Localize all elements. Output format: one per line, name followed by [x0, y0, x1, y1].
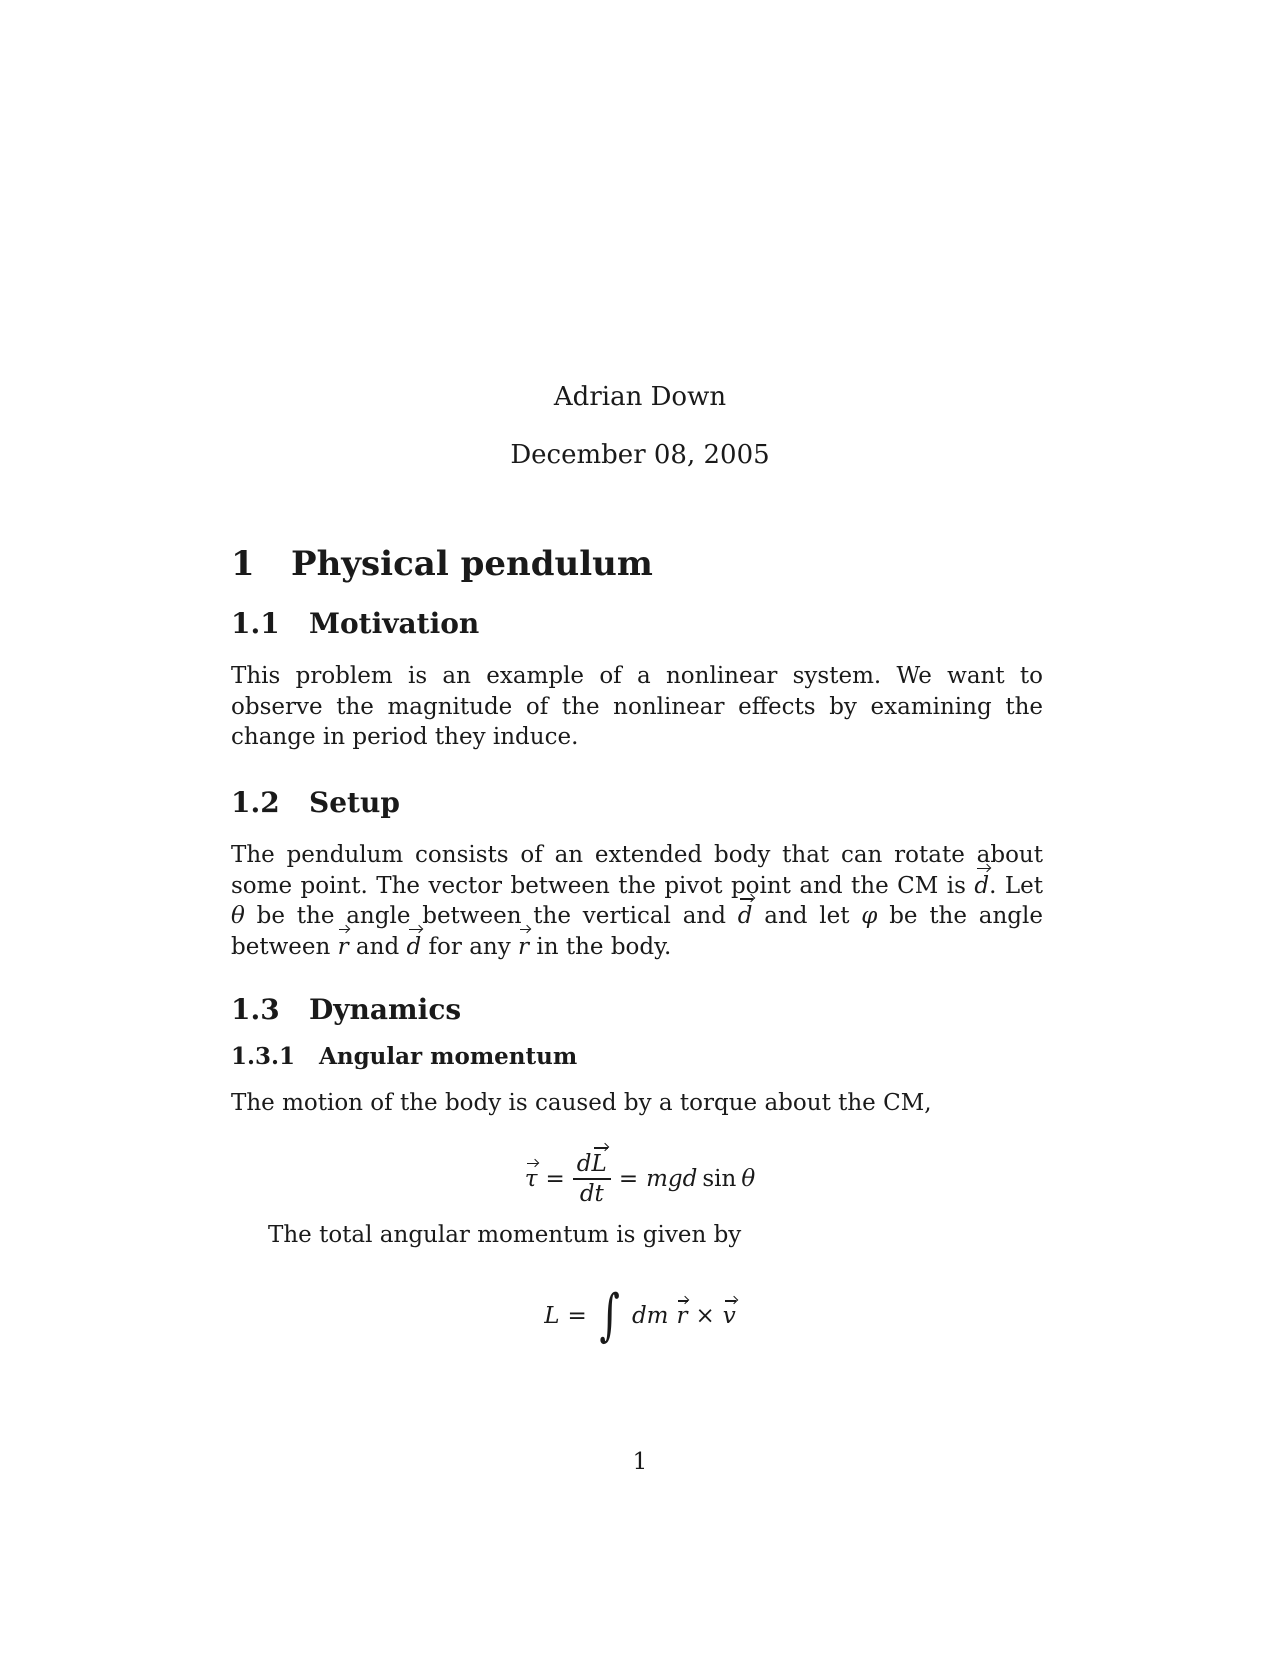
- math-phi: φ: [861, 903, 878, 929]
- subsubsection-heading: [231, 1043, 577, 1071]
- setup-text: and let: [752, 903, 862, 929]
- vector-d: d: [974, 871, 989, 902]
- angular-momentum-intro: The total angular momentum is given by: [268, 1222, 742, 1248]
- vector-r: r: [338, 932, 349, 963]
- vector-d: d: [407, 932, 422, 963]
- subsection-heading-dynamics: [231, 993, 461, 1027]
- setup-text: and: [348, 933, 407, 960]
- times-sign: ×: [695, 1303, 715, 1329]
- vector-L: L: [591, 1151, 607, 1177]
- section-number: 1: [231, 544, 255, 584]
- equals-sign: =: [618, 1165, 639, 1192]
- subsection-number: 1.1: [231, 607, 280, 640]
- setup-text: for any: [421, 933, 519, 960]
- subsection-heading-setup: [231, 786, 400, 820]
- equals-sign: =: [567, 1303, 587, 1329]
- author-name: Adrian Down: [553, 382, 727, 412]
- math-sin: sin: [702, 1165, 737, 1192]
- vector-tau: τ: [524, 1165, 538, 1192]
- section-heading: [231, 544, 653, 584]
- motivation-paragraph: This problem is an example of a nonlinear system. We want to observe the magnitude of the nonlinear effects by examining the change in period they induce.: [231, 663, 1043, 750]
- fraction: [573, 1150, 611, 1208]
- setup-text: be the angle between: [231, 903, 1043, 960]
- setup-text: . Let: [989, 872, 1043, 899]
- section-title: Physical pendulum: [291, 544, 653, 584]
- subsubsection-title: Angular momentum: [319, 1043, 578, 1070]
- subsection-number: 1.2: [231, 786, 280, 819]
- math-L: L: [544, 1303, 560, 1329]
- subsection-title: Dynamics: [309, 993, 462, 1026]
- subsection-heading-motivation: [231, 607, 479, 641]
- page-number: 1: [632, 1449, 648, 1475]
- integral-sign: ∫: [599, 1283, 620, 1348]
- setup-paragraph: [231, 840, 1043, 962]
- equals-sign: =: [545, 1165, 565, 1192]
- setup-text: be the angle between the vertical and: [244, 903, 738, 929]
- subsubsection-number: 1.3.1: [231, 1043, 296, 1070]
- setup-text: in the body.: [529, 933, 672, 960]
- angular-momentum-equation: [0, 1283, 1280, 1348]
- torque-equation: [0, 1150, 1280, 1208]
- subsection-title: Motivation: [309, 607, 480, 640]
- torque-intro-paragraph: The motion of the body is caused by a torque about the CM,: [231, 1090, 932, 1116]
- document-date: December 08, 2005: [510, 440, 770, 470]
- vector-d: d: [738, 901, 753, 932]
- vector-v: v: [722, 1303, 736, 1329]
- subsection-number: 1.3: [231, 993, 280, 1026]
- math-theta: θ: [741, 1165, 756, 1192]
- vector-r: r: [518, 932, 529, 963]
- math-theta: θ: [231, 903, 245, 929]
- math-dt: dt: [579, 1180, 604, 1207]
- math-mgd: mgd: [646, 1165, 698, 1192]
- math-d: d: [576, 1151, 592, 1177]
- subsection-title: Setup: [309, 786, 400, 819]
- math-dm: dm: [631, 1303, 669, 1329]
- setup-text: The pendulum consists of an extended body that can rotate about some point. The vector between the pivot point and the CM is: [231, 842, 1043, 899]
- vector-r: r: [676, 1303, 688, 1329]
